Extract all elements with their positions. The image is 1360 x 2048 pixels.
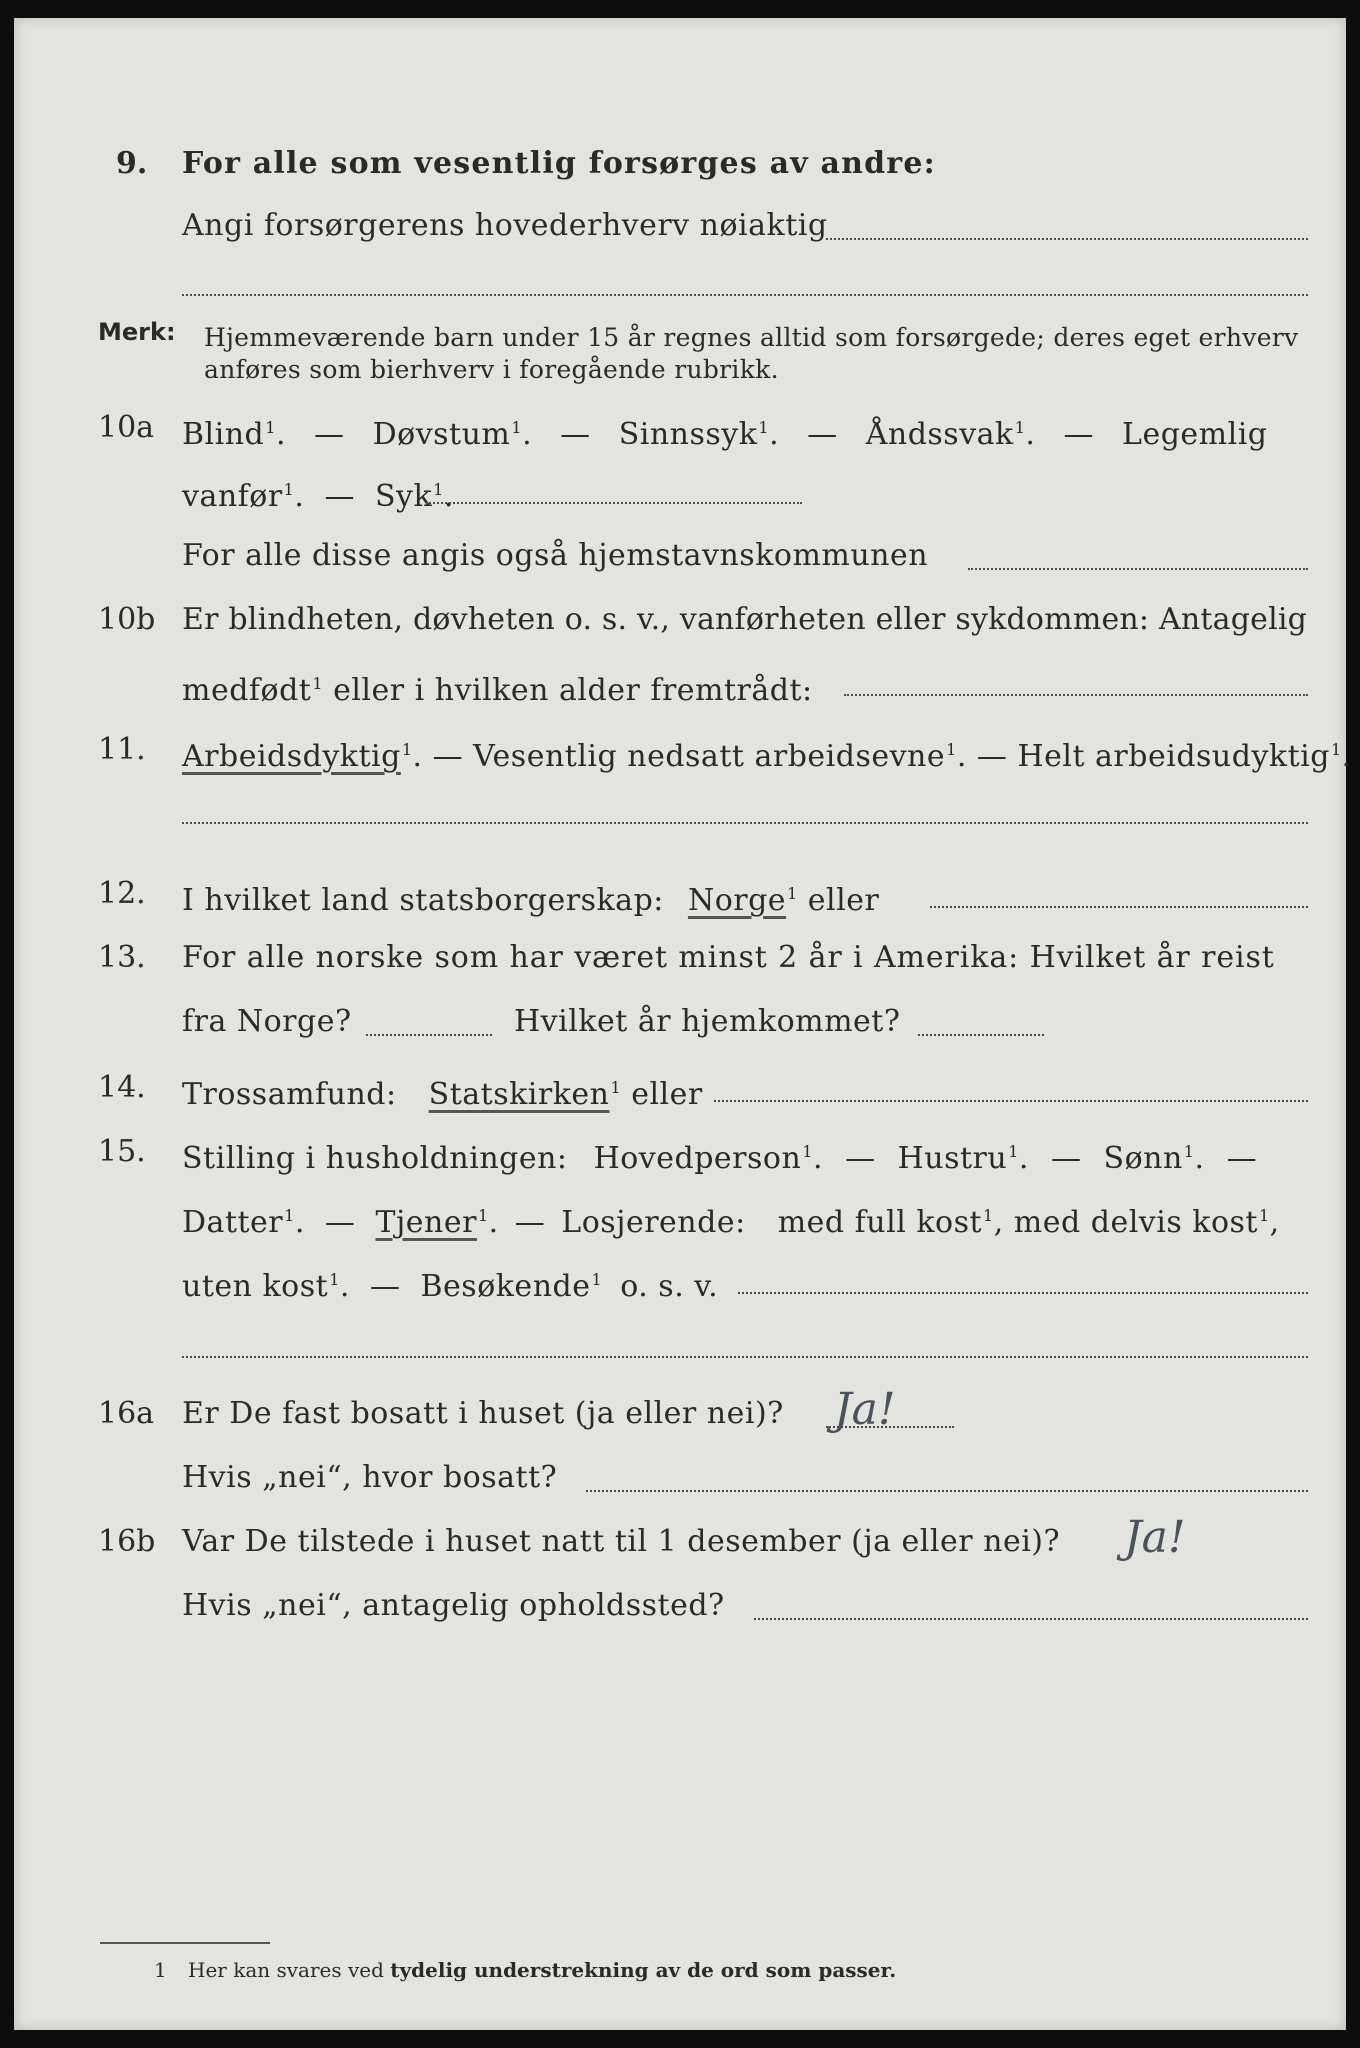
footnote-mark: 1 <box>154 1958 167 1982</box>
q15-line-1: Stilling i husholdningen: Hovedperson$^1$. — Hustru$^1$. — Sønn$^1$. — <box>182 1141 1258 1176</box>
option-blind: Blind <box>182 417 265 452</box>
q15-osv: o. s. v. <box>620 1269 719 1304</box>
option-vanfor: vanfør <box>182 479 283 514</box>
q16a-number: 16a <box>98 1396 155 1431</box>
q13-line-2a: fra Norge? <box>182 1004 352 1039</box>
q15-answer-line-2 <box>182 1356 1308 1358</box>
q14-line: Trossamfund: Statskirken$^1$ eller <box>182 1077 703 1112</box>
q14-answer-line <box>714 1100 1308 1102</box>
q10a-line-2: vanfør$^1$. — Syk$^1$. <box>182 479 454 514</box>
q10b-line-1: Er blindheten, døvheten o. s. v., vanførheten eller sykdommen: Antagelig <box>182 602 1308 637</box>
option-tjener: Tjener <box>375 1205 477 1240</box>
option-udyktig: Helt arbeidsudyktig <box>1017 739 1330 774</box>
option-sinnssyk: Sinnssyk <box>618 417 758 452</box>
q9-answer-line <box>826 238 1308 240</box>
option-legemlig: Legemlig <box>1122 417 1268 452</box>
q9-number: 9. <box>116 146 148 181</box>
q11-answer-line <box>182 822 1308 824</box>
q16a-bosatt-line <box>586 1490 1308 1492</box>
q11-line: Arbeidsdyktig$^1$. — Vesentlig nedsatt arbeidsevne$^1$. — Helt arbeidsudyktig$^1$. <box>182 739 1352 774</box>
q13-reist-line <box>366 1034 492 1036</box>
q13-hjemkommet-line <box>918 1034 1044 1036</box>
option-full-kost: med full kost <box>777 1205 983 1240</box>
option-uten-kost: uten kost <box>182 1269 329 1304</box>
q13-line-1: For alle norske som har været minst 2 år i Amerika: Hvilket år reist <box>182 940 1275 975</box>
q16a-answer-line <box>826 1426 954 1428</box>
merk-label: Merk: <box>98 318 176 346</box>
footnote-text-bold: tydelig understrekning av de ord som passer. <box>390 1958 897 1982</box>
option-nedsatt: Vesentlig nedsatt arbeidsevne <box>473 739 946 774</box>
option-statskirken: Statskirken <box>428 1077 610 1112</box>
q10a-hjemstavn: For alle disse angis også hjemstavnskommunen <box>182 538 929 573</box>
q16b-opholdssted-line <box>754 1618 1308 1620</box>
q14-eller: eller <box>631 1077 703 1112</box>
q10b-alder: eller i hvilken alder fremtrådt: <box>333 673 813 708</box>
footnote-rule <box>100 1942 270 1944</box>
q12-answer-line <box>930 906 1308 908</box>
q13-number: 13. <box>98 940 146 975</box>
q12-prompt: I hvilket land statsborgerskap: <box>182 883 664 918</box>
q15-number: 15. <box>98 1134 146 1169</box>
q13-line-2b: Hvilket år hjemkommet? <box>514 1004 901 1039</box>
q9-answer-line-2 <box>182 294 1308 296</box>
option-besokende: Besøkende <box>420 1269 591 1304</box>
option-hustru: Hustru <box>897 1141 1008 1176</box>
q14-number: 14. <box>98 1070 146 1105</box>
option-sonn: Sønn <box>1103 1141 1183 1176</box>
q16a-line-2: Hvis „nei“, hvor bosatt? <box>182 1460 558 1495</box>
q9-prompt: Angi forsørgerens hovederhverv nøiaktig <box>182 208 828 243</box>
merk-text-1: Hjemmeværende barn under 15 år regnes alltid som forsørgede; deres eget erhverv <box>204 323 1299 352</box>
q10b-number: 10b <box>98 602 156 637</box>
q10b-line-2: medfødt$^1$ eller i hvilken alder fremtrådt: <box>182 673 813 708</box>
option-datter: Datter <box>182 1205 284 1240</box>
q16b-line-1: Var De tilstede i huset natt til 1 desember (ja eller nei)? <box>182 1524 1061 1559</box>
q9-heading: For alle som vesentlig forsørges av andre: <box>182 146 936 181</box>
option-andssvak: Åndssvak <box>865 417 1014 452</box>
q10a-line-1: Blind$^1$. — Døvstum$^1$. — Sinnssyk$^1$. — Åndssvak$^1$. — Legemlig <box>182 417 1268 452</box>
q12-eller: eller <box>807 883 880 918</box>
option-hovedperson: Hovedperson <box>593 1141 802 1176</box>
q12-number: 12. <box>98 876 146 911</box>
q15-prompt: Stilling i husholdningen: <box>182 1141 568 1176</box>
q16b-number: 16b <box>98 1524 156 1559</box>
q16a-handwritten-answer: Ja! <box>834 1384 896 1435</box>
option-medfodt: medfødt <box>182 673 312 708</box>
q16b-line-2: Hvis „nei“, antagelig opholdssted? <box>182 1588 725 1623</box>
merk-text-2: anføres som bierhverv i foregående rubrikk. <box>204 355 779 384</box>
q15-line-2: Datter$^1$. — Tjener$^1$. — Losjerende: med full kost$^1$, med delvis kost$^1$, <box>182 1205 1280 1240</box>
footnote-text <box>188 1958 896 1982</box>
q11-number: 11. <box>98 732 146 767</box>
footnote-text-plain: Her kan svares ved <box>188 1958 384 1982</box>
q10a-hjemstavn-line <box>968 568 1308 570</box>
q14-prompt: Trossamfund: <box>182 1077 397 1112</box>
q16b-handwritten-answer: Ja! <box>1124 1512 1186 1563</box>
option-norge: Norge <box>687 883 787 918</box>
q10a-answer-line <box>426 502 802 504</box>
q15-line-3: uten kost$^1$. — Besøkende$^1$ o. s. v. <box>182 1269 719 1304</box>
q16a-line-1: Er De fast bosatt i huset (ja eller nei)? <box>182 1396 784 1431</box>
q12-line: I hvilket land statsborgerskap: Norge$^1$ eller <box>182 883 880 918</box>
census-form-page <box>14 18 1352 2030</box>
option-delvis-kost: med delvis kost <box>1013 1205 1258 1240</box>
option-arbeidsdyktig: Arbeidsdyktig <box>182 739 401 774</box>
option-losjerende: Losjerende: <box>561 1205 746 1240</box>
q15-answer-line <box>738 1292 1308 1294</box>
option-syk: Syk <box>374 479 433 514</box>
q10b-answer-line <box>844 694 1308 696</box>
q10a-number: 10a <box>98 410 155 445</box>
option-dovstum: Døvstum <box>372 417 511 452</box>
